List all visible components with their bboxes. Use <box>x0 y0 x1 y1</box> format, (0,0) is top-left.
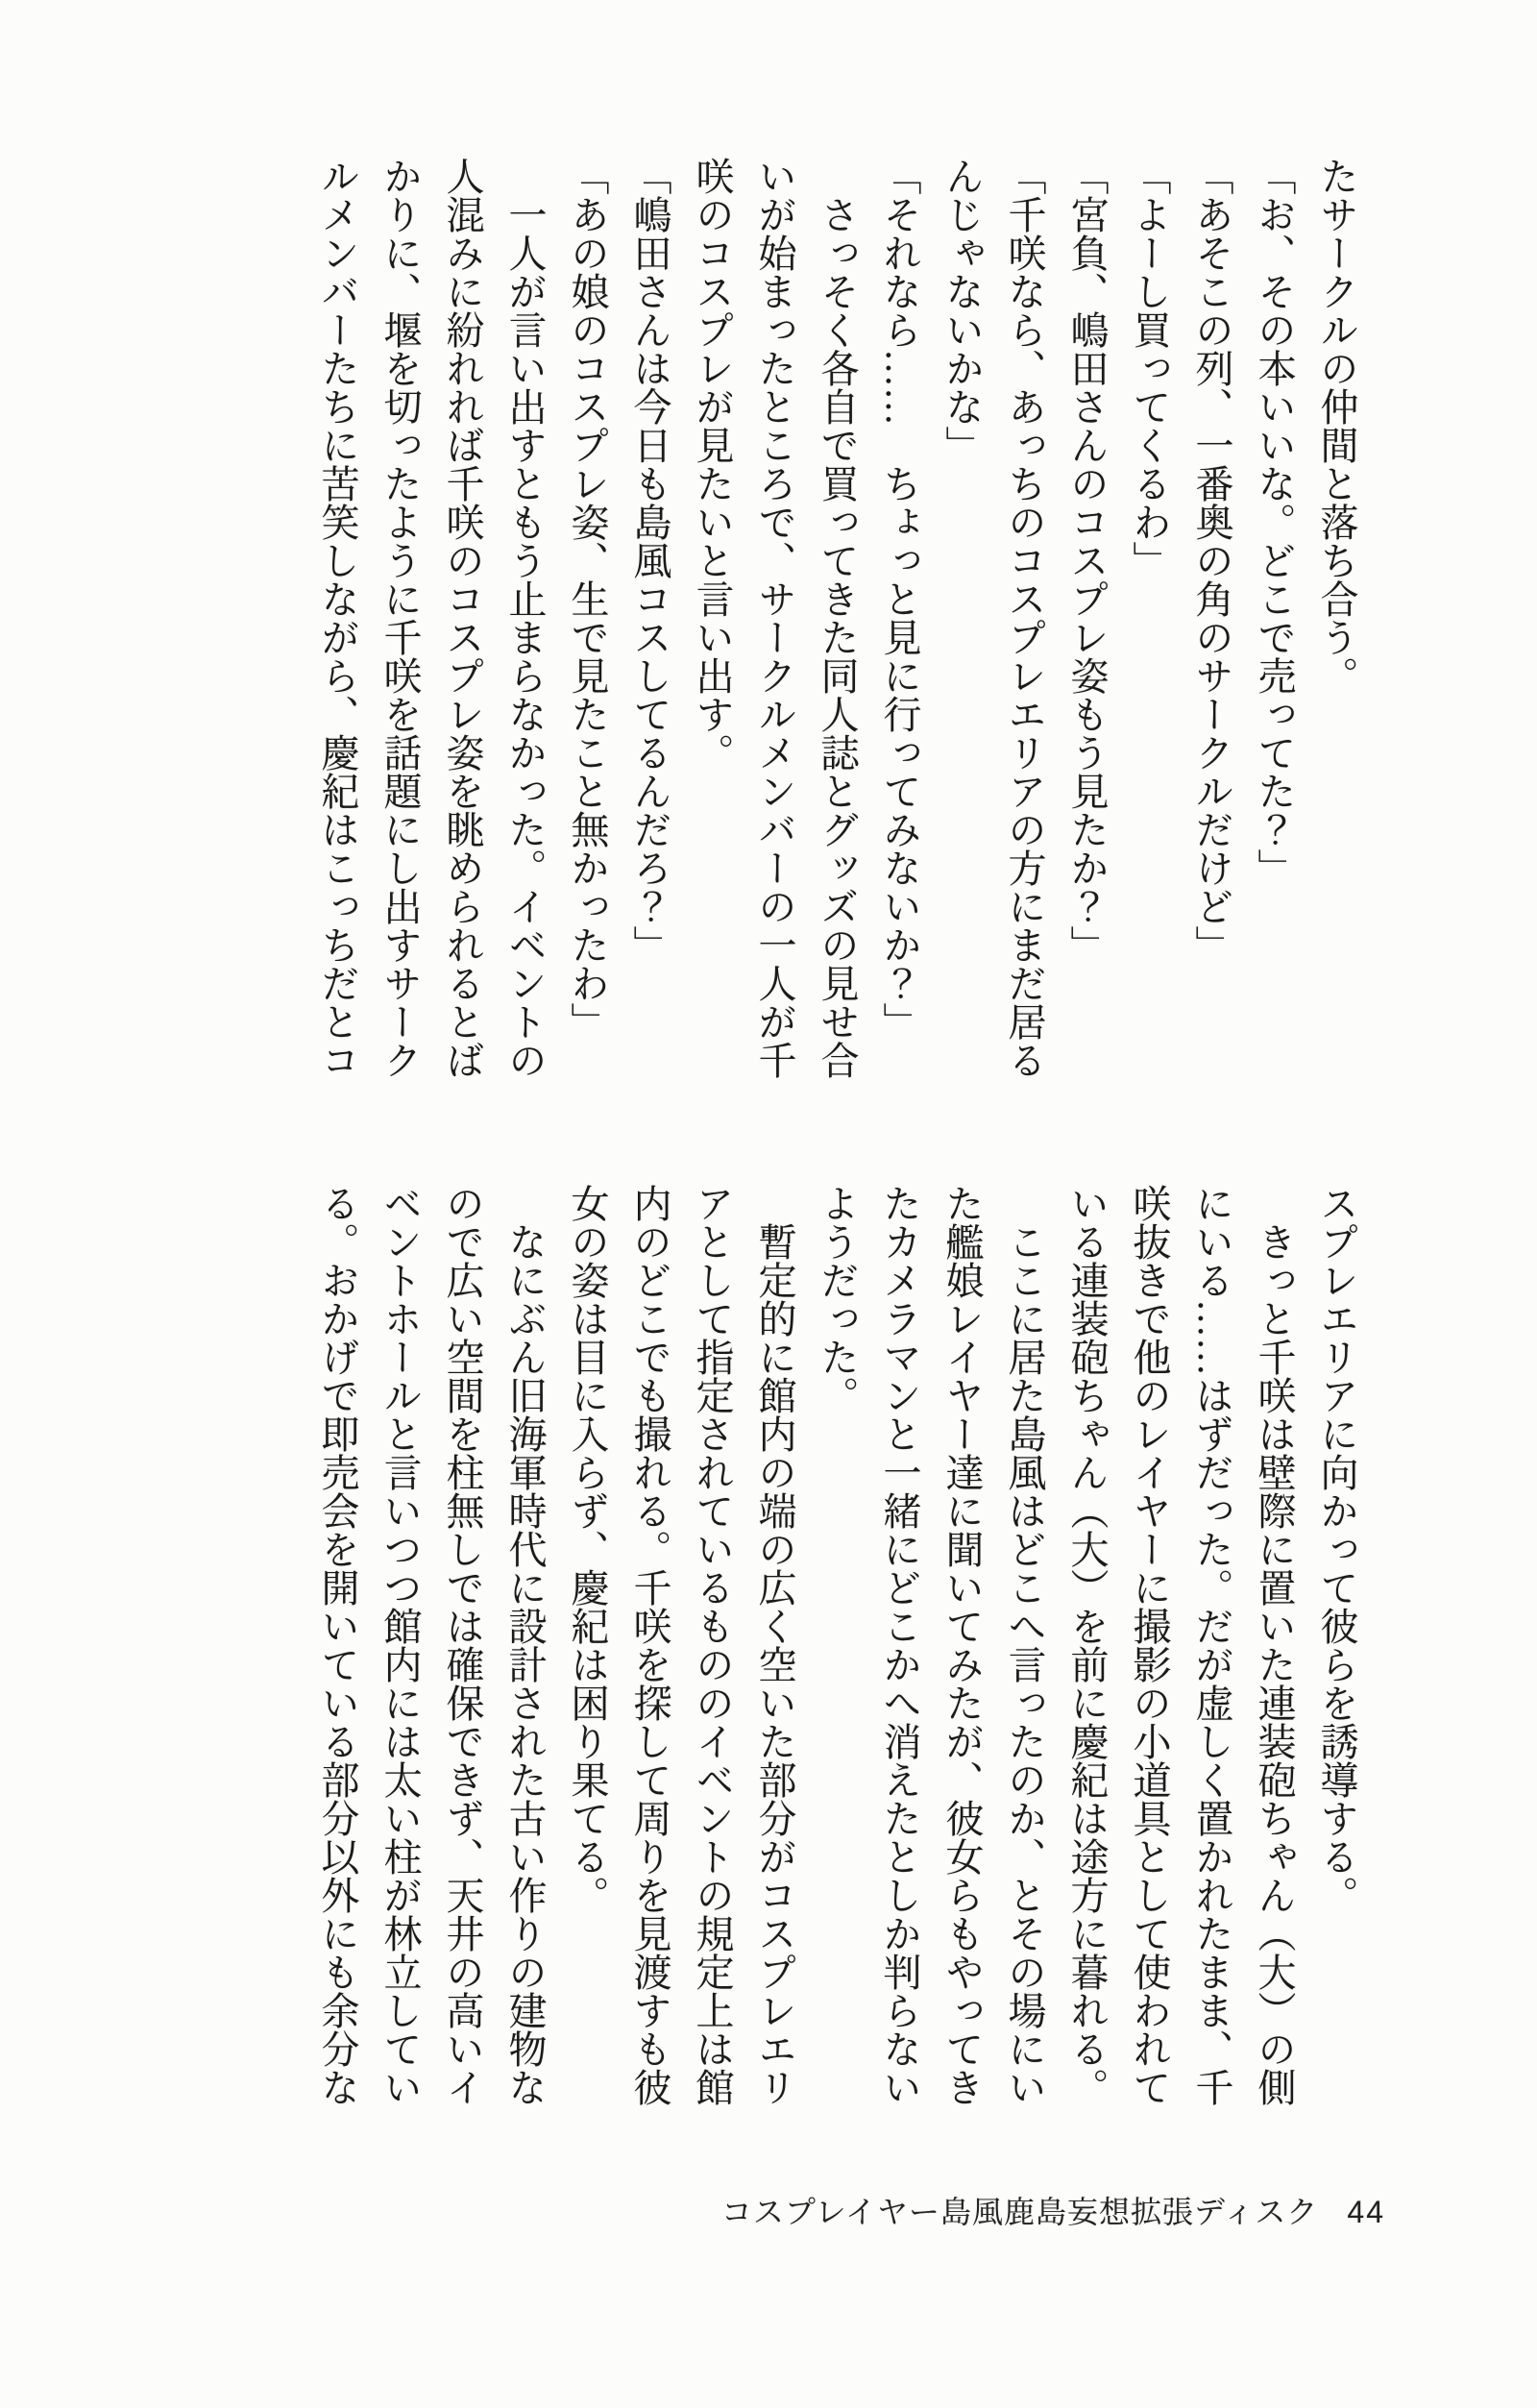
text-line: 暫定的に館内の端の広く空いた部分がコスプレエリ <box>753 1184 796 2106</box>
text-line: たカメラマンと一緒にどこかへ消えたとしか判らない <box>878 1184 921 2106</box>
text-line: 「あそこの列、一番奥の角のサークルだけど」 <box>1190 157 1233 964</box>
text-line: 咲抜きで他のレイヤーに撮影の小道具として使われて <box>1128 1184 1171 2106</box>
text-line: 「千咲なら、あっちのコスプレエリアの方にまだ居る <box>1003 157 1046 1079</box>
text-line: 女の姿は目に入らず、慶紀は困り果てる。 <box>566 1184 609 1914</box>
text-line: きっと千咲は壁際に置いた連装砲ちゃん（大）の側 <box>1253 1184 1296 2106</box>
text-line: んじゃないかな」 <box>940 157 984 464</box>
text-line: にいる……はずだった。だが虚しく置かれたまま、千 <box>1190 1184 1233 2106</box>
text-line: スプレエリアに向かって彼らを誘導する。 <box>1315 1184 1358 1914</box>
text-line: アとして指定されているもののイベントの規定上は館 <box>691 1184 734 2106</box>
text-line: たサークルの仲間と落ち合う。 <box>1315 157 1358 695</box>
page-footer <box>721 2197 1385 2227</box>
text-line: た艦娘レイヤー達に聞いてみたが、彼女らもやってき <box>940 1184 984 2106</box>
text-line: ルメンバーたちに苦笑しながら、慶紀はこっちだとコ <box>316 157 359 1079</box>
text-line: いる連装砲ちゃん（大）を前に慶紀は途方に暮れる。 <box>1065 1184 1109 2106</box>
text-line: 内のどこでも撮れる。千咲を探して周りを見渡すも彼 <box>628 1184 671 2106</box>
footer-title: コスプレイヤー島風鹿島妄想拡張ディスク <box>720 2195 1319 2229</box>
text-line: 「よーし買ってくるわ」 <box>1128 157 1171 579</box>
page-number: 44 <box>1347 2195 1385 2229</box>
text-line: ようだった。 <box>816 1184 859 1414</box>
text-line: ここに居た島風はどこへ言ったのか、とその場にい <box>1003 1184 1046 2106</box>
text-line: なにぶん旧海軍時代に設計された古い作りの建物な <box>503 1184 547 2106</box>
text-line: さっそく各自で買ってきた同人誌とグッズの見せ合 <box>816 157 859 1079</box>
text-line: 一人が言い出すともう止まらなかった。イベントの <box>503 157 547 1079</box>
text-block-top <box>306 157 1368 1079</box>
text-line: 「それなら…… ちょっと見に行ってみないか？」 <box>878 157 921 1041</box>
text-line: 咲のコスプレが見たいと言い出す。 <box>691 157 734 772</box>
text-line: ベントホールと言いつつ館内には太い柱が林立してい <box>378 1184 422 2106</box>
text-line: いが始まったところで、サークルメンバーの一人が千 <box>753 157 796 1079</box>
text-line: ので広い空間を柱無しでは確保できず、天井の高いイ <box>441 1184 484 2106</box>
text-line: かりに、堰を切ったように千咲を話題にし出すサーク <box>378 157 422 1079</box>
text-block-bottom <box>306 1184 1368 2106</box>
text-line: 「お、その本いいな。どこで売ってた？」 <box>1253 157 1296 887</box>
text-line: 人混みに紛れれば千咲のコスプレ姿を眺められるとば <box>441 157 484 1079</box>
text-line: 「宮負、嶋田さんのコスプレ姿もう見たか？」 <box>1065 157 1109 964</box>
text-line: 「嶋田さんは今日も島風コスしてるんだろ？」 <box>628 157 671 964</box>
text-line: る。おかげで即売会を開いている部分以外にも余分な <box>316 1184 359 2106</box>
text-line: 「あの娘のコスプレ姿、生で見たこと無かったわ」 <box>566 157 609 1041</box>
